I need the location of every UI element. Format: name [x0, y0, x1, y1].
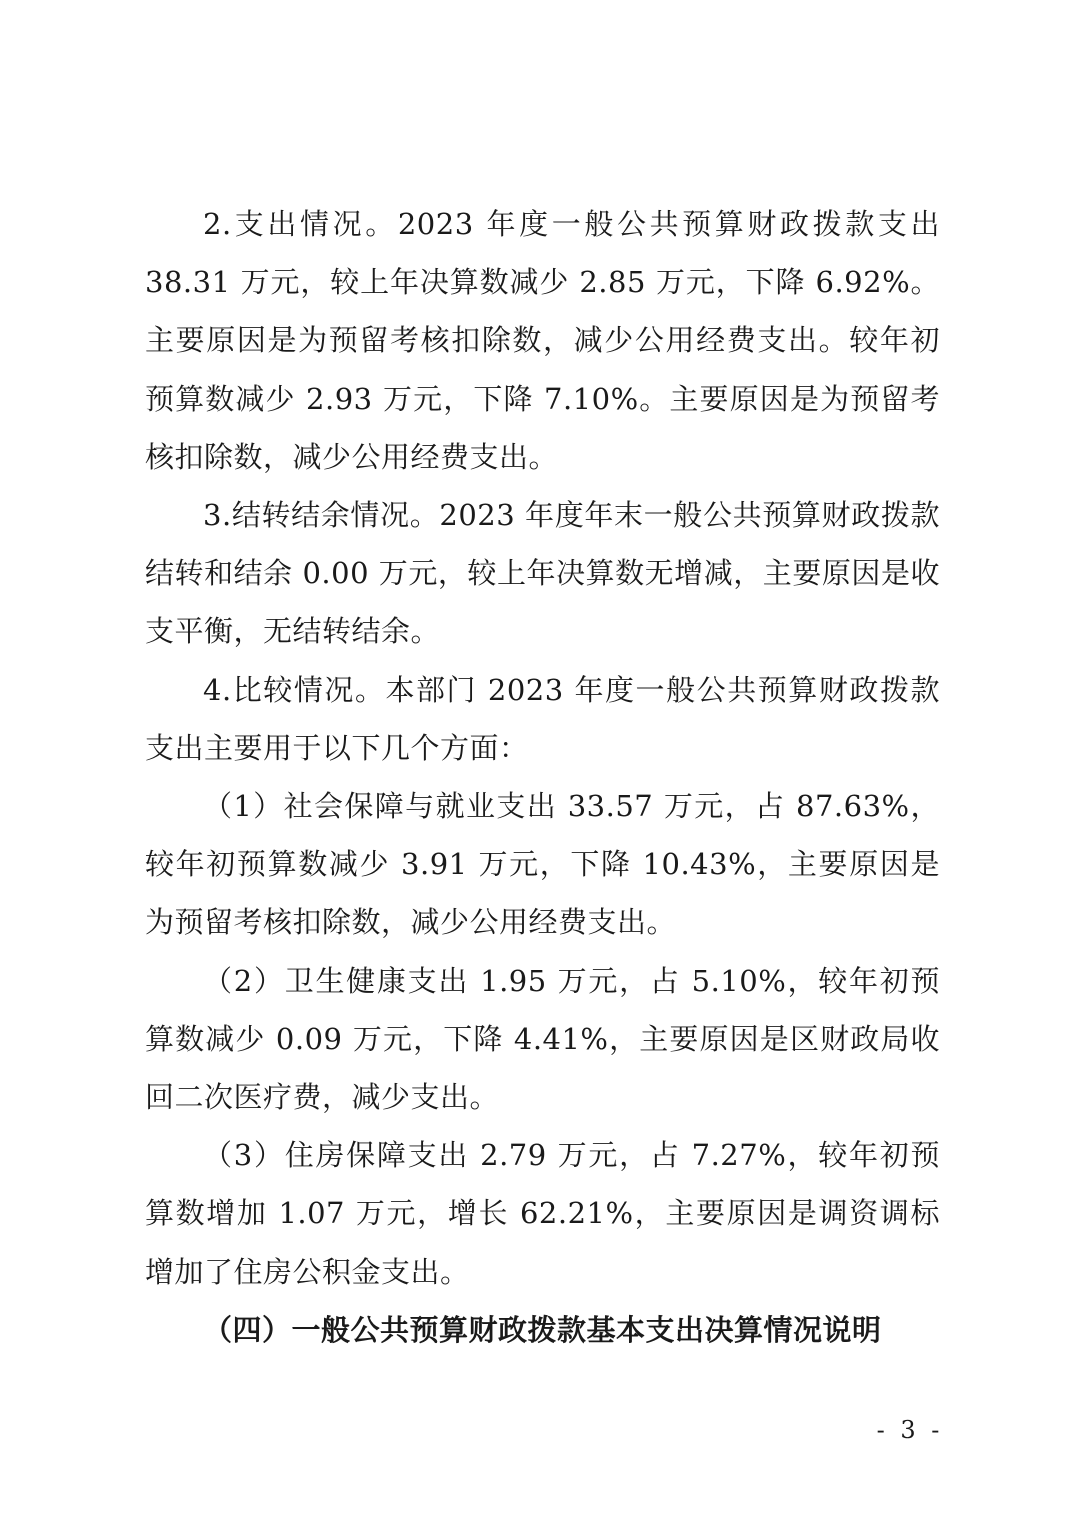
paragraph-comparison: 4.比较情况。本部门 2023 年度一般公共预算财政拨款支出主要用于以下几个方面：: [145, 672, 940, 765]
paragraph-health: （2）卫生健康支出 1.95 万元，占 5.10%，较年初预算数减少 0.09 万元，下降 4.41%，主要原因是区财政局收回二次医疗费，减少支出。: [145, 963, 940, 1115]
paragraph-housing: （3）住房保障支出 2.79 万元，占 7.27%，较年初预算数增加 1.07 万元，增长 62.21%，主要原因是调资调标增加了住房公积金支出。: [145, 1138, 940, 1289]
document-body: [145, 195, 940, 1359]
paragraph-carryover: 3.结转结余情况。2023 年度年末一般公共预算财政拨款结转和结余 0.00 万元，较上年决算数无增减，主要原因是收支平衡，无结转结余。: [145, 498, 940, 649]
paragraph-social-security: （1）社会保障与就业支出 33.57 万元，占 87.63%，较年初预算数减少 3.91 万元，下降 10.43%，主要原因是为预留考核扣除数，减少公用经费支出。: [145, 789, 940, 940]
paragraph-expenditure: 2.支出情况。2023 年度一般公共预算财政拨款支出 38.31 万元，较上年决算数减少 2.85 万元，下降 6.92%。主要原因是为预留考核扣除数，减少公用经费支出。较年初预算数减少 2.93 万元，下降 7.10%。主要原因是为预留考核扣除数，减少公用经费支出。: [145, 207, 940, 474]
page-number: - 3 -: [876, 1416, 944, 1444]
section-heading: （四）一般公共预算财政拨款基本支出决算情况说明: [203, 1312, 882, 1347]
